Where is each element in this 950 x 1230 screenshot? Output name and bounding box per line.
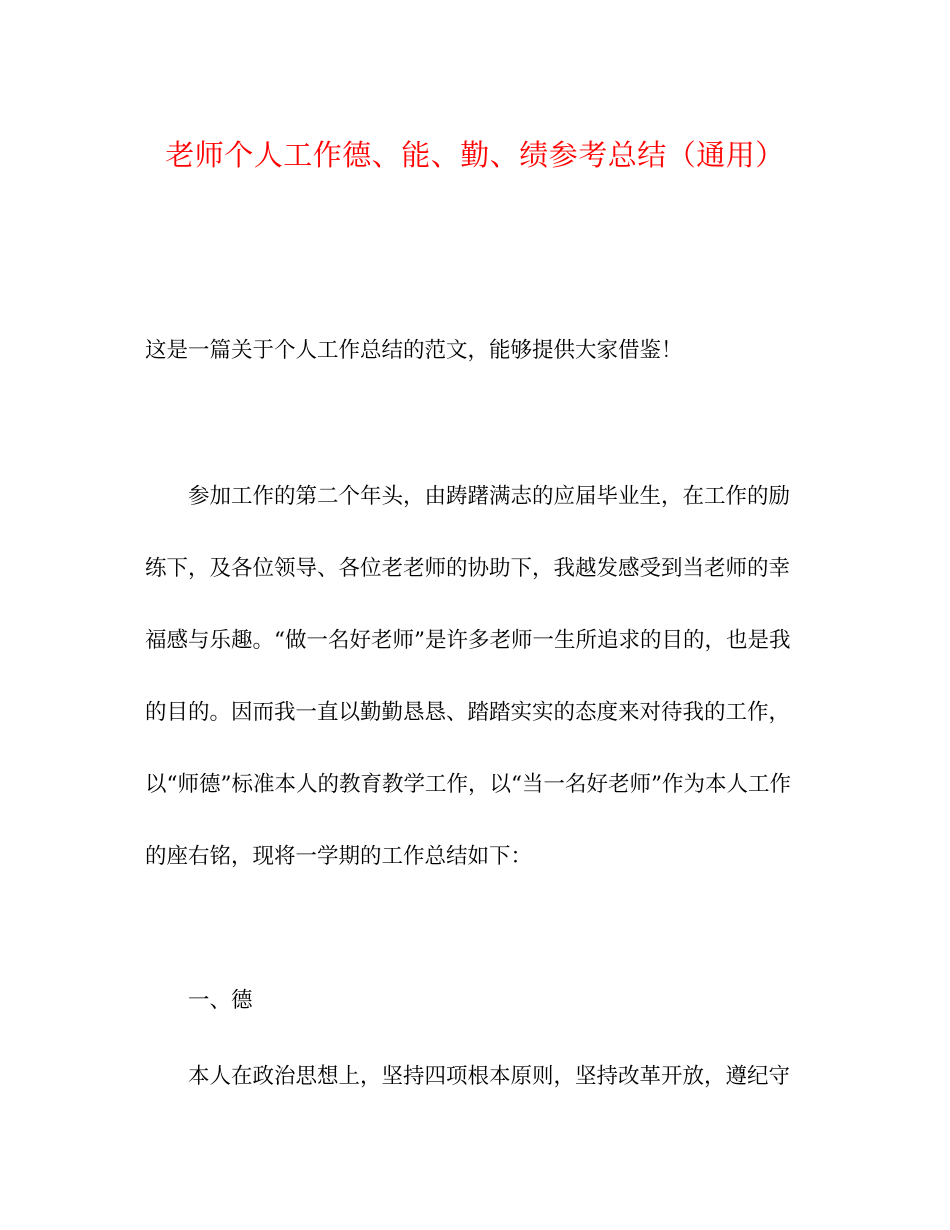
paragraph-1-line-3: 福感与乐趣。“做一名好老师”是许多老师一生所追求的目的，也是我 [145,628,791,653]
section-1-text: 本人在政治思想上，坚持四项根本原则，坚持改革开放，遵纪守 [188,1064,791,1089]
paragraph-1-line-2: 练下，及各位领导、各位老老师的协助下，我越发感受到当老师的幸 [145,556,791,581]
paragraph-1-line-5: 以“师德”标准本人的教育教学工作，以“当一名好老师”作为本人工作 [145,772,791,797]
paragraph-1-line-1: 参加工作的第二个年头，由踌躇满志的应届毕业生，在工作的励 [188,484,791,509]
paragraph-1-line-6: 的座右铭，现将一学期的工作总结如下： [145,844,533,869]
document-title: 老师个人工作德、能、勤、绩参考总结（通用） [165,138,785,172]
paragraph-1 [145,461,805,893]
paragraph-1-line-4: 的目的。因而我一直以勤勤恳恳、踏踏实实的态度来对待我的工作， [145,700,791,725]
intro-text: 这是一篇关于个人工作总结的范文，能够提供大家借鉴！ [145,338,683,363]
section-1-heading: 一、德 [188,988,253,1013]
